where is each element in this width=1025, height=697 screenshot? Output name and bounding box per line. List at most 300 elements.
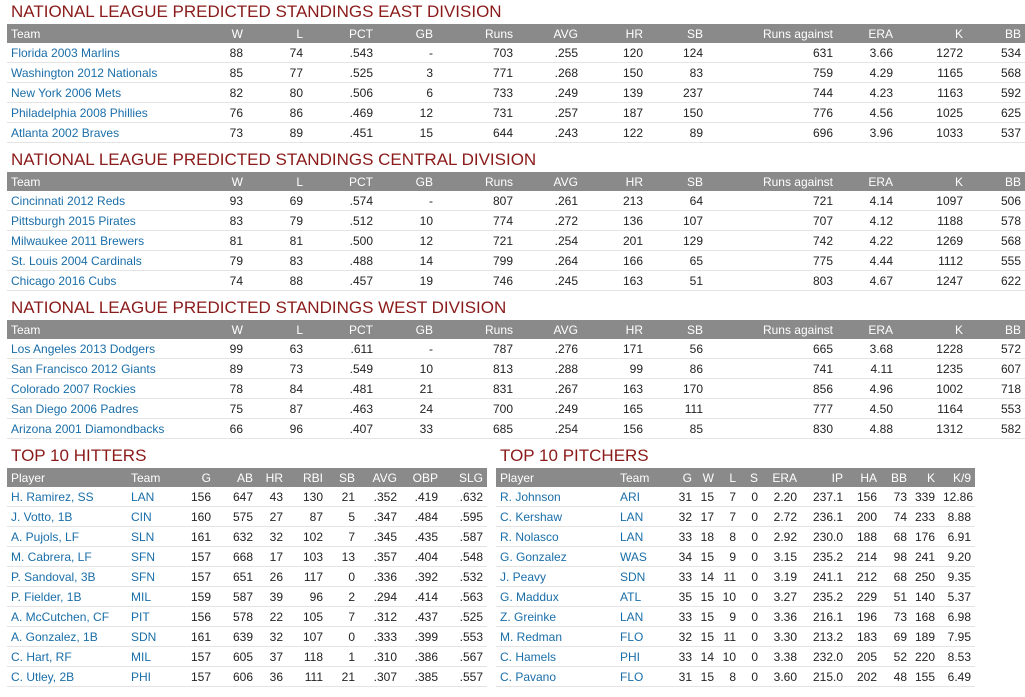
table-cell: 741 (707, 359, 837, 379)
table-cell: 1312 (897, 419, 967, 439)
name-link[interactable]: M. Cabrera, LF (11, 549, 92, 564)
table-cell: 159 (185, 587, 215, 607)
name-link[interactable]: Z. Greinke (500, 609, 557, 624)
table-cell: 14 (696, 647, 718, 667)
name-link[interactable]: Colorado 2007 Rockies (11, 381, 136, 396)
name-link[interactable]: C. Kershaw (500, 509, 563, 524)
table-cell: 85 (647, 419, 707, 439)
team-link[interactable]: PIT (131, 609, 150, 624)
table-cell: 0 (740, 667, 762, 687)
table-cell: 163 (582, 379, 647, 399)
column-header: G (201, 470, 211, 485)
team-link[interactable]: WAS (620, 549, 647, 564)
table-cell: 0 (327, 627, 359, 647)
team-link[interactable]: SFN (131, 569, 155, 584)
table-cell: 1002 (897, 379, 967, 399)
table-cell: 235.2 (801, 587, 847, 607)
table-cell (496, 587, 616, 607)
table-cell: 51 (647, 271, 707, 291)
table-cell (616, 647, 664, 667)
table-cell (7, 547, 127, 567)
table-row (7, 339, 1025, 359)
table-cell: 8 (718, 667, 740, 687)
table-cell: 136 (582, 211, 647, 231)
name-link[interactable]: P. Fielder, 1B (11, 589, 82, 604)
table-cell: 703 (437, 43, 517, 63)
name-link[interactable]: Philadelphia 2008 Phillies (11, 105, 148, 120)
table-cell: .352 (359, 487, 401, 507)
name-link[interactable]: C. Hart, RF (11, 649, 72, 664)
table-cell: 229 (847, 587, 881, 607)
table-cell: 130 (287, 487, 327, 507)
table-cell: 33 (664, 527, 696, 547)
table-cell: 176 (911, 527, 939, 547)
table-cell: 83 (647, 63, 707, 83)
name-link[interactable]: San Diego 2006 Padres (11, 401, 139, 416)
table-cell: .525 (442, 607, 487, 627)
column-header: K (954, 174, 963, 189)
table-cell: 731 (437, 103, 517, 123)
table-cell: .532 (442, 567, 487, 587)
table-cell: 1097 (897, 191, 967, 211)
name-link[interactable]: R. Johnson (500, 489, 561, 504)
table-cell: 1164 (897, 399, 967, 419)
table-cell: .567 (442, 647, 487, 667)
table-cell: 89 (647, 123, 707, 143)
table-cell: 15 (696, 627, 718, 647)
column-header: S (749, 470, 758, 485)
table-cell (496, 627, 616, 647)
table-cell: 69 (247, 191, 307, 211)
table-cell: 4.56 (837, 103, 897, 123)
table-cell (496, 487, 616, 507)
table-cell: 718 (967, 379, 1025, 399)
table-cell: 86 (647, 359, 707, 379)
table-cell: .261 (517, 191, 582, 211)
table-cell (496, 607, 616, 627)
table-cell: .264 (517, 251, 582, 271)
name-link[interactable]: Milwaukee 2011 Brewers (11, 233, 145, 248)
table-cell (7, 83, 207, 103)
table-cell: 13 (327, 547, 359, 567)
table-cell: 150 (582, 63, 647, 83)
table-cell: 3.15 (762, 547, 801, 567)
name-link[interactable]: Pittsburgh 2015 Pirates (11, 213, 136, 228)
table-row (7, 607, 487, 627)
table-cell (127, 547, 185, 567)
column-header: HR (625, 174, 643, 189)
column-header: SLG (458, 470, 483, 485)
table-cell: 111 (287, 667, 327, 687)
table-cell: 237.1 (801, 487, 847, 507)
table-cell: 578 (967, 211, 1025, 231)
table-cell: 89 (247, 123, 307, 143)
column-header: PCT (349, 174, 373, 189)
table-row (7, 379, 1025, 399)
table-cell: .385 (401, 667, 442, 687)
name-link[interactable]: Florida 2003 Marlins (11, 45, 120, 60)
table-cell: 216.1 (801, 607, 847, 627)
table-row (7, 567, 487, 587)
table-cell: 68 (881, 567, 911, 587)
team-link[interactable]: MIL (131, 589, 152, 604)
table-cell: 625 (967, 103, 1025, 123)
team-link[interactable]: SDN (620, 569, 646, 584)
table-cell: 4.14 (837, 191, 897, 211)
table-cell: 1163 (897, 83, 967, 103)
table-cell: 1165 (897, 63, 967, 83)
table-cell: 32 (257, 527, 287, 547)
pitchers-title: TOP 10 PITCHERS (500, 446, 649, 465)
table-cell (7, 123, 207, 143)
table-cell: .414 (401, 587, 442, 607)
table-cell: 10 (718, 587, 740, 607)
table-cell (616, 487, 664, 507)
team-link[interactable]: SDN (131, 629, 157, 644)
table-cell: 746 (437, 271, 517, 291)
table-cell: 9 (718, 607, 740, 627)
table-row (7, 487, 487, 507)
team-link[interactable]: CIN (131, 509, 152, 524)
column-header: OBP (412, 470, 438, 485)
table-cell: 733 (437, 83, 517, 103)
table-cell: 168 (911, 607, 939, 627)
table-cell: 506 (967, 191, 1025, 211)
table-cell: 27 (257, 507, 287, 527)
table-cell: 7 (327, 527, 359, 547)
table-cell: 1247 (897, 271, 967, 291)
table-cell: 1025 (897, 103, 967, 123)
table-row (7, 43, 1025, 63)
table-cell: 82 (207, 83, 247, 103)
name-link[interactable]: Cincinnati 2012 Reds (11, 193, 126, 208)
table-cell: 15 (696, 607, 718, 627)
table-cell (496, 507, 616, 527)
name-link[interactable]: New York 2006 Mets (11, 85, 122, 100)
name-link[interactable]: H. Ramirez, SS (11, 489, 94, 504)
team-link[interactable]: LAN (131, 489, 155, 504)
table-cell: 79 (247, 211, 307, 231)
table-cell: .255 (517, 43, 582, 63)
column-header: HR (265, 470, 283, 485)
table-cell: 15 (696, 547, 718, 567)
column-header: BB (890, 470, 907, 485)
column-header: Runs (484, 26, 513, 41)
name-link[interactable]: A. McCutchen, CF (11, 609, 110, 624)
name-link[interactable]: St. Louis 2004 Cardinals (11, 253, 142, 268)
name-link[interactable]: G. Maddux (500, 589, 559, 604)
table-cell: .419 (401, 487, 442, 507)
name-link[interactable]: C. Hamels (500, 649, 557, 664)
table-cell: .312 (359, 607, 401, 627)
name-link[interactable]: J. Peavy (500, 569, 547, 584)
table-cell: 787 (437, 339, 517, 359)
name-link[interactable]: A. Gonzalez, 1B (11, 629, 98, 644)
table-row (7, 419, 1025, 439)
table-cell: 607 (967, 359, 1025, 379)
table-cell: 84 (247, 379, 307, 399)
table-cell (7, 487, 127, 507)
name-link[interactable]: C. Utley, 2B (11, 669, 75, 684)
table-cell: .435 (401, 527, 442, 547)
table-cell: 6.98 (939, 607, 975, 627)
table-cell (7, 271, 207, 291)
table-cell: 120 (582, 43, 647, 63)
name-link[interactable]: Arizona 2001 Diamondbacks (11, 421, 165, 436)
table-cell: 68 (881, 527, 911, 547)
team-link[interactable]: LAN (620, 509, 644, 524)
table-cell: 1112 (897, 251, 967, 271)
table-cell: 21 (327, 487, 359, 507)
table-cell (496, 547, 616, 567)
name-link[interactable]: Los Angeles 2013 Dodgers (11, 341, 156, 356)
table-cell: 771 (437, 63, 517, 83)
table-row (7, 667, 487, 687)
table-cell (496, 667, 616, 687)
west-division-table (7, 320, 1025, 439)
table-cell: 17 (696, 507, 718, 527)
column-header: BB (1004, 26, 1021, 41)
table-cell: 12.86 (939, 487, 975, 507)
table-row (7, 647, 487, 667)
table-cell: 73 (881, 607, 911, 627)
table-cell: 3.27 (762, 587, 801, 607)
table-cell: 696 (707, 123, 837, 143)
table-cell: .548 (442, 547, 487, 567)
table-cell: 15 (696, 667, 718, 687)
table-cell: 213.2 (801, 627, 847, 647)
column-header: K (926, 470, 935, 485)
table-cell: 74 (207, 271, 247, 291)
table-row (7, 587, 487, 607)
table-cell: 96 (247, 419, 307, 439)
table-cell: .407 (307, 419, 377, 439)
table-cell: 4.96 (837, 379, 897, 399)
table-cell: 2.20 (762, 487, 801, 507)
table-cell: 81 (207, 231, 247, 251)
table-cell: 220 (911, 647, 939, 667)
table-cell: 65 (647, 251, 707, 271)
table-row (496, 487, 975, 507)
table-cell: 639 (215, 627, 257, 647)
team-link[interactable]: SFN (131, 549, 155, 564)
table-cell: 8 (718, 527, 740, 547)
table-cell (616, 587, 664, 607)
table-cell: 9.35 (939, 567, 975, 587)
table-cell: .404 (401, 547, 442, 567)
table-cell (7, 339, 207, 359)
table-row (7, 63, 1025, 83)
team-link[interactable]: FLO (620, 669, 644, 684)
table-cell: .463 (307, 399, 377, 419)
column-header: L (729, 470, 736, 485)
table-header-row (7, 172, 1025, 191)
name-link[interactable]: J. Votto, 1B (11, 509, 73, 524)
table-cell (7, 191, 207, 211)
table-header-row (496, 468, 975, 487)
table-cell (127, 647, 185, 667)
table-cell (7, 587, 127, 607)
east-division-table (7, 24, 1025, 143)
table-cell: 4.29 (837, 63, 897, 83)
table-cell: 803 (707, 271, 837, 291)
column-header: AB (236, 470, 253, 485)
table-row (496, 547, 975, 567)
table-cell: 10 (377, 359, 437, 379)
table-cell: 160 (185, 507, 215, 527)
column-header: Team (11, 26, 41, 41)
table-cell: 831 (437, 379, 517, 399)
table-cell: 183 (847, 627, 881, 647)
table-cell: 33 (664, 567, 696, 587)
table-cell (7, 567, 127, 587)
table-cell: 170 (647, 379, 707, 399)
column-header: Player (11, 470, 46, 485)
table-cell: 0 (740, 647, 762, 667)
table-cell: 1269 (897, 231, 967, 251)
table-cell (127, 507, 185, 527)
table-cell: 3.38 (762, 647, 801, 667)
table-cell: 102 (287, 527, 327, 547)
table-cell: 75 (207, 399, 247, 419)
table-cell (7, 399, 207, 419)
table-cell: .347 (359, 507, 401, 527)
table-cell: .595 (442, 507, 487, 527)
table-cell: 12 (377, 103, 437, 123)
table-cell (127, 607, 185, 627)
table-cell: 12 (377, 231, 437, 251)
table-row (7, 507, 487, 527)
name-link[interactable]: Washington 2012 Nationals (11, 65, 158, 80)
central-division-table (7, 172, 1025, 291)
table-header-row (7, 320, 1025, 339)
table-cell: 587 (215, 587, 257, 607)
team-link[interactable]: FLO (620, 629, 644, 644)
table-cell: 7 (718, 487, 740, 507)
table-cell: 157 (185, 547, 215, 567)
table-cell: .525 (307, 63, 377, 83)
column-header: HR (625, 26, 643, 41)
table-cell: 157 (185, 667, 215, 687)
table-cell: 187 (582, 103, 647, 123)
table-cell: .488 (307, 251, 377, 271)
table-cell: .399 (401, 627, 442, 647)
table-cell: 4.44 (837, 251, 897, 271)
name-link[interactable]: A. Pujols, LF (11, 529, 80, 544)
name-link[interactable]: M. Redman (500, 629, 563, 644)
table-cell: 212 (847, 567, 881, 587)
name-link[interactable]: Atlanta 2002 Braves (11, 125, 120, 140)
column-header: K (954, 322, 963, 337)
name-link[interactable]: San Francisco 2012 Giants (11, 361, 156, 376)
table-cell: 235.2 (801, 547, 847, 567)
table-cell: 631 (707, 43, 837, 63)
team-link[interactable]: LAN (620, 609, 644, 624)
table-cell: 813 (437, 359, 517, 379)
team-link[interactable]: PHI (620, 649, 641, 664)
name-link[interactable]: P. Sandoval, 3B (11, 569, 96, 584)
table-cell: 1 (327, 647, 359, 667)
table-cell (616, 547, 664, 567)
team-link[interactable]: ARI (620, 489, 641, 504)
team-link[interactable]: LAN (620, 529, 644, 544)
table-cell: 33 (664, 607, 696, 627)
column-header: W (231, 174, 243, 189)
table-cell: - (377, 43, 437, 63)
column-header: Team (131, 470, 161, 485)
table-row (7, 359, 1025, 379)
hitters-title: TOP 10 HITTERS (11, 446, 147, 465)
column-header: AVG (553, 26, 578, 41)
table-cell: 11 (718, 567, 740, 587)
table-cell (7, 103, 207, 123)
table-cell: .267 (517, 379, 582, 399)
table-cell: .512 (307, 211, 377, 231)
team-link[interactable]: MIL (131, 649, 152, 664)
name-link[interactable]: G. Gonzalez (500, 549, 567, 564)
table-cell (7, 647, 127, 667)
table-cell (7, 211, 207, 231)
name-link[interactable]: C. Pavano (500, 669, 557, 684)
table-cell: 35 (664, 587, 696, 607)
column-header: L (296, 174, 303, 189)
column-header: HA (860, 470, 877, 485)
column-header: AVG (372, 470, 397, 485)
column-header: K (954, 26, 963, 41)
name-link[interactable]: R. Nolasco (500, 529, 559, 544)
table-cell: 0 (740, 587, 762, 607)
column-header: W (231, 26, 243, 41)
table-cell: 4.23 (837, 83, 897, 103)
table-cell: 201 (582, 231, 647, 251)
table-row (7, 271, 1025, 291)
team-link[interactable]: ATL (620, 589, 642, 604)
table-cell: 534 (967, 43, 1025, 63)
table-cell: 568 (967, 63, 1025, 83)
table-cell: .557 (442, 667, 487, 687)
table-cell: 26 (257, 567, 287, 587)
table-cell: 39 (257, 587, 287, 607)
table-cell (127, 587, 185, 607)
table-cell: .386 (401, 647, 442, 667)
team-link[interactable]: SLN (131, 529, 155, 544)
column-header: L (296, 26, 303, 41)
table-cell: 3.19 (762, 567, 801, 587)
pitchers-table (496, 468, 975, 687)
table-cell: .333 (359, 627, 401, 647)
name-link[interactable]: Chicago 2016 Cubs (11, 273, 117, 288)
team-link[interactable]: PHI (131, 669, 152, 684)
table-cell: 777 (707, 399, 837, 419)
table-row (7, 231, 1025, 251)
table-cell: 5 (327, 507, 359, 527)
table-cell: 605 (215, 647, 257, 667)
column-header: ERA (868, 174, 893, 189)
table-cell: .254 (517, 419, 582, 439)
table-cell: 3 (377, 63, 437, 83)
table-cell: 43 (257, 487, 287, 507)
column-header: Player (500, 470, 535, 485)
table-cell: 118 (287, 647, 327, 667)
table-cell (7, 527, 127, 547)
table-cell: 66 (207, 419, 247, 439)
table-cell: 161 (185, 527, 215, 547)
table-cell: 32 (664, 507, 696, 527)
column-header: Runs against (762, 26, 833, 41)
table-row (7, 83, 1025, 103)
table-cell: 202 (847, 667, 881, 687)
table-cell: 5.37 (939, 587, 975, 607)
